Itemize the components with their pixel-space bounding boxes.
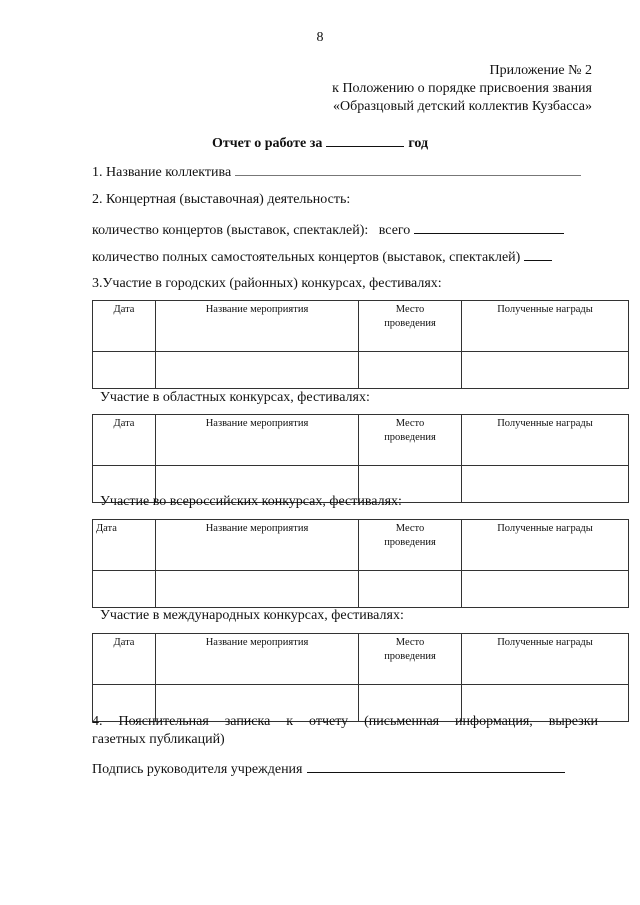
- collective-name-blank[interactable]: [235, 163, 581, 176]
- col-place: Место проведения: [359, 520, 462, 571]
- col-date: Дата: [93, 634, 156, 685]
- col-event: Название мероприятия: [156, 415, 359, 466]
- full-concerts-blank[interactable]: [524, 248, 552, 261]
- cell-date[interactable]: [93, 352, 156, 389]
- col-date: Дата: [93, 415, 156, 466]
- annex-title-quote: «Образцовый детский коллектив Кузбасса»: [333, 99, 592, 114]
- table-international: [92, 633, 629, 722]
- col-awards: Полученные награды: [462, 415, 629, 466]
- signature-blank[interactable]: [307, 760, 565, 773]
- cell-awards[interactable]: [462, 466, 629, 503]
- total-blank[interactable]: [414, 221, 564, 234]
- col-event: Название мероприятия: [156, 634, 359, 685]
- annex-number: Приложение № 2: [489, 63, 592, 78]
- table-region: [92, 414, 629, 503]
- report-title: [0, 134, 640, 152]
- item-concert-count: [92, 221, 564, 239]
- item-concert-activity: 2. Концертная (выставочная) деятельность:: [92, 192, 351, 207]
- section-national-heading: Участие во всероссийских конкурсах, фестивалях:: [100, 494, 402, 509]
- signature-label: Подпись руководителя учреждения: [92, 762, 303, 777]
- cell-date[interactable]: [93, 571, 156, 608]
- col-awards: Полученные награды: [462, 520, 629, 571]
- cell-place[interactable]: [359, 571, 462, 608]
- concert-count-label: количество концертов (выставок, спектаклей):: [92, 223, 369, 238]
- col-date: Дата: [93, 301, 156, 352]
- col-date: Дата: [93, 520, 156, 571]
- table-row: [93, 352, 629, 389]
- cell-event[interactable]: [156, 571, 359, 608]
- year-blank[interactable]: [326, 134, 404, 147]
- collective-name-label: 1. Название коллектива: [92, 165, 232, 180]
- section-international-heading: Участие в международных конкурсах, фестивалях:: [100, 608, 404, 623]
- signature-line: [92, 760, 565, 778]
- table-national: [92, 519, 629, 608]
- col-awards: Полученные награды: [462, 634, 629, 685]
- col-event: Название мероприятия: [156, 301, 359, 352]
- cell-event[interactable]: [156, 352, 359, 389]
- cell-awards[interactable]: [462, 571, 629, 608]
- report-title-suffix: год: [408, 136, 429, 151]
- table-row: [93, 571, 629, 608]
- page-number: 8: [316, 30, 324, 45]
- table-header-row: [93, 634, 629, 685]
- col-place: Место проведения: [359, 634, 462, 685]
- table-header-row: [93, 520, 629, 571]
- cell-place[interactable]: [359, 352, 462, 389]
- full-concerts-label: количество полных самостоятельных концертов (выставок, спектаклей): [92, 250, 521, 265]
- section-city-heading: 3.Участие в городских (районных) конкурсах, фестивалях:: [92, 276, 442, 291]
- item-full-concerts: [92, 248, 552, 266]
- col-event: Название мероприятия: [156, 520, 359, 571]
- col-place: Место проведения: [359, 415, 462, 466]
- cell-awards[interactable]: [462, 352, 629, 389]
- report-title-prefix: Отчет о работе за: [211, 136, 323, 151]
- table-city: [92, 300, 629, 389]
- total-label: всего: [378, 223, 411, 238]
- table-header-row: [93, 301, 629, 352]
- item-collective-name: [92, 163, 581, 181]
- col-awards: Полученные награды: [462, 301, 629, 352]
- note-line-2: газетных публикаций): [92, 732, 225, 747]
- section-region-heading: Участие в областных конкурсах, фестивалях:: [100, 390, 370, 405]
- table-header-row: [93, 415, 629, 466]
- annex-reference: к Положению о порядке присвоения звания: [332, 81, 592, 96]
- note-line-1: 4. Пояснительная записка к отчету (письменная информация, вырезки: [92, 714, 598, 729]
- col-place: Место проведения: [359, 301, 462, 352]
